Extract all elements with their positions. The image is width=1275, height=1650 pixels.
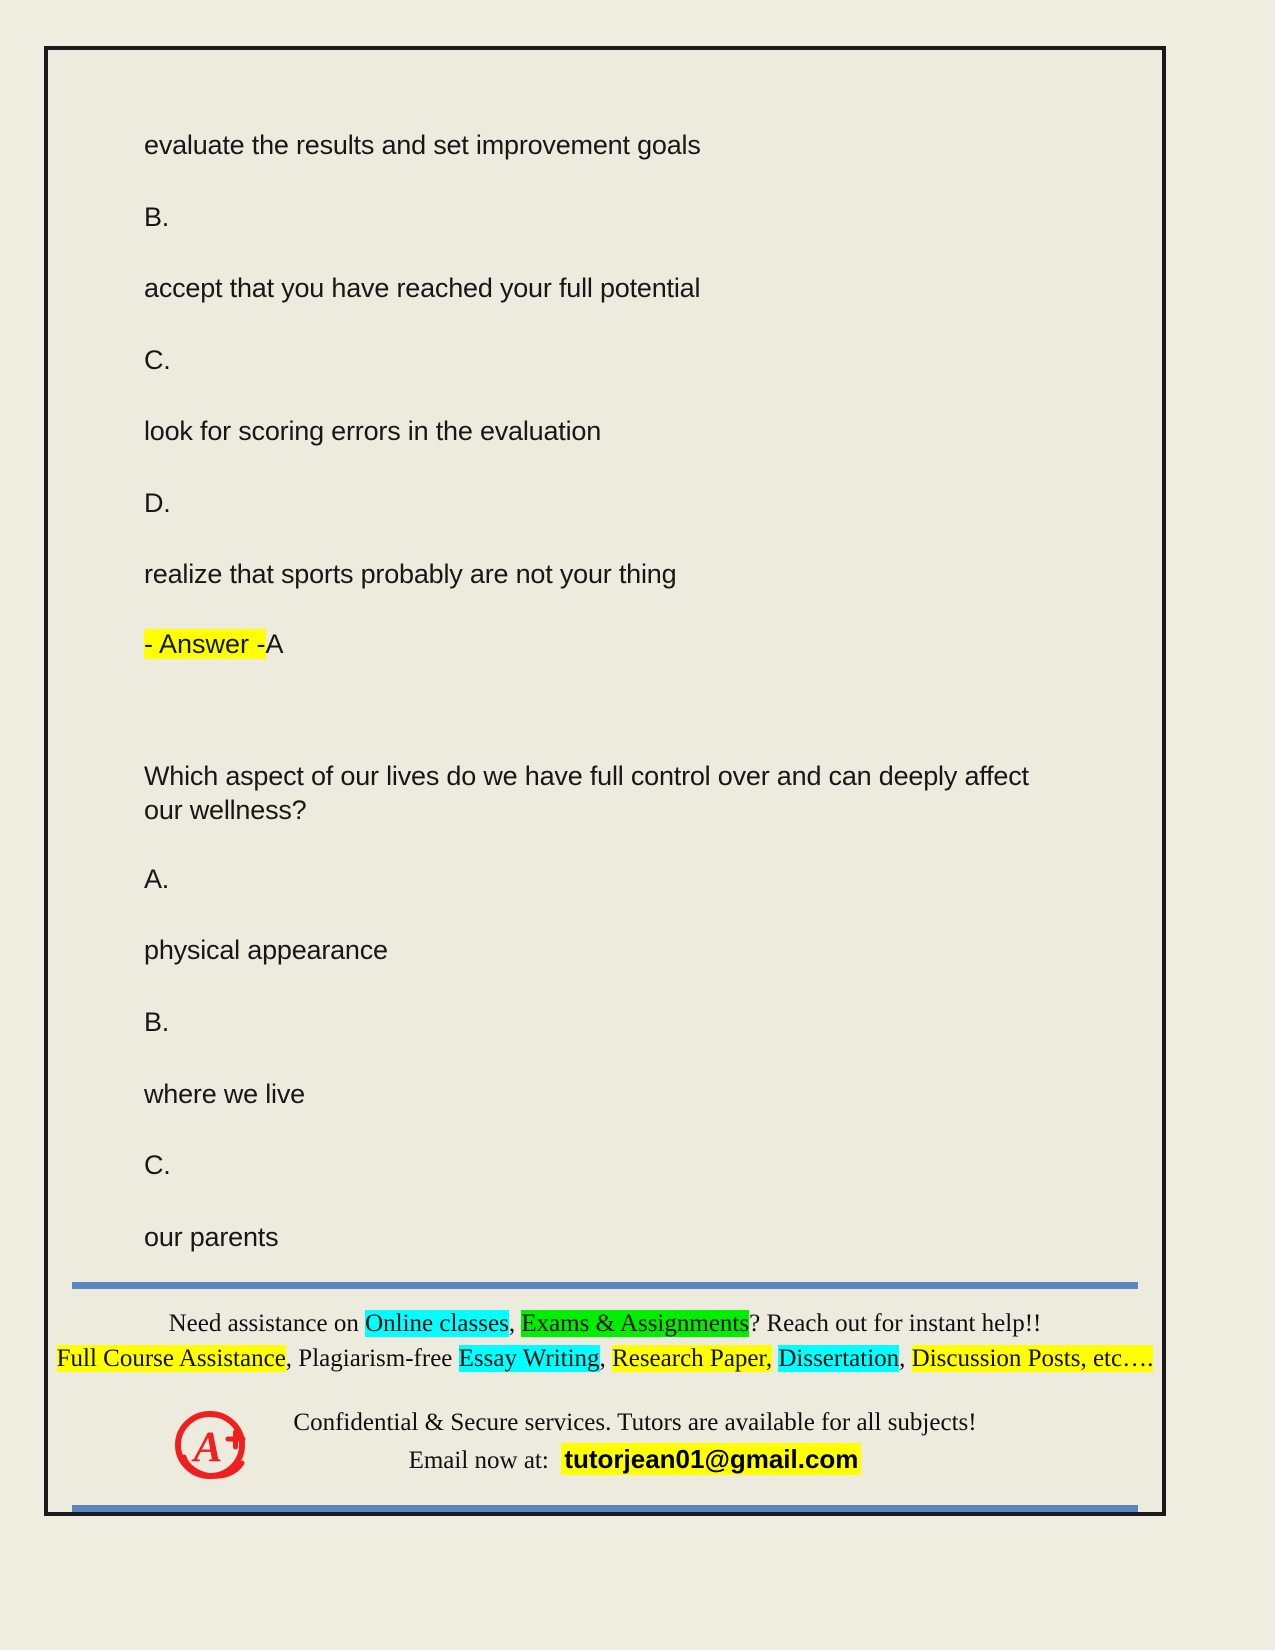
footer-tag-discussion-posts: Discussion Posts, etc…. [911,1345,1154,1372]
q1-answer-value: A [265,628,284,659]
page-footer [48,1282,1162,1512]
footer-email-address[interactable]: tutorjean01@gmail.com [561,1443,861,1475]
q2-option-a-letter: A. [144,863,170,894]
footer-l1-part1: Need assistance on [168,1310,366,1337]
q1-option-c-letter: C. [144,344,171,375]
footer-confidential-line: Confidential & Secure services. Tutors are available for all subjects! [293,1409,977,1436]
footer-promo-line-1 [48,1307,1162,1340]
a-plus-grade-icon [170,1405,254,1489]
footer-tag-essay-writing: Essay Writing [458,1345,600,1372]
footer-tag-dissertation: Dissertation [778,1345,900,1372]
q2-option-c-text: our parents [144,1221,279,1252]
footer-l1-part2: , [508,1310,522,1337]
q1-option-c-text: look for scoring errors in the evaluation [144,416,602,447]
document-page [44,46,1166,1516]
footer-tag-full-course: Full Course Assistance [56,1345,286,1372]
q2-option-b-letter: B. [144,1007,170,1038]
q1-option-d-letter: D. [144,487,171,518]
q2-option-b-text: where we live [144,1078,305,1109]
q1-option-b-text: accept that you have reached your full potential [144,273,701,304]
quiz-content [144,128,1102,1291]
footer-l2-part2: , [599,1345,613,1372]
footer-tag-exams-assignments: Exams & Assignments [521,1310,750,1337]
q1-answer-row [144,629,1102,660]
footer-promo-line-2 [48,1342,1162,1375]
q1-option-a-text: evaluate the results and set improvement goals [144,130,701,160]
svg-text:A: A [193,1424,223,1471]
section-spacer [144,697,1102,759]
footer-l2-part1: , Plagiarism-free [285,1345,459,1372]
footer-tag-research-paper: Research Paper, [612,1345,773,1372]
footer-email-row [108,1441,1162,1479]
q1-answer-label: - Answer - [144,628,266,659]
footer-tag-online-classes: Online classes [365,1310,509,1337]
footer-top-rule [72,1282,1138,1289]
q2-prompt: Which aspect of our lives do we have full control over and can deeply affect our wellness? [144,760,1037,826]
q1-option-b-letter: B. [144,201,170,232]
q1-option-d-text: realize that sports probably are not your thing [144,559,677,590]
footer-l2-part4: , [899,1345,912,1372]
q2-option-c-letter: C. [144,1150,171,1181]
footer-l1-part3: ? Reach out for instant help!! [749,1310,1042,1337]
footer-bottom-rule [72,1505,1138,1512]
footer-email-prefix: Email now at: [408,1446,549,1474]
q2-option-a-text: physical appearance [144,935,388,966]
footer-contact-block [48,1397,1162,1493]
